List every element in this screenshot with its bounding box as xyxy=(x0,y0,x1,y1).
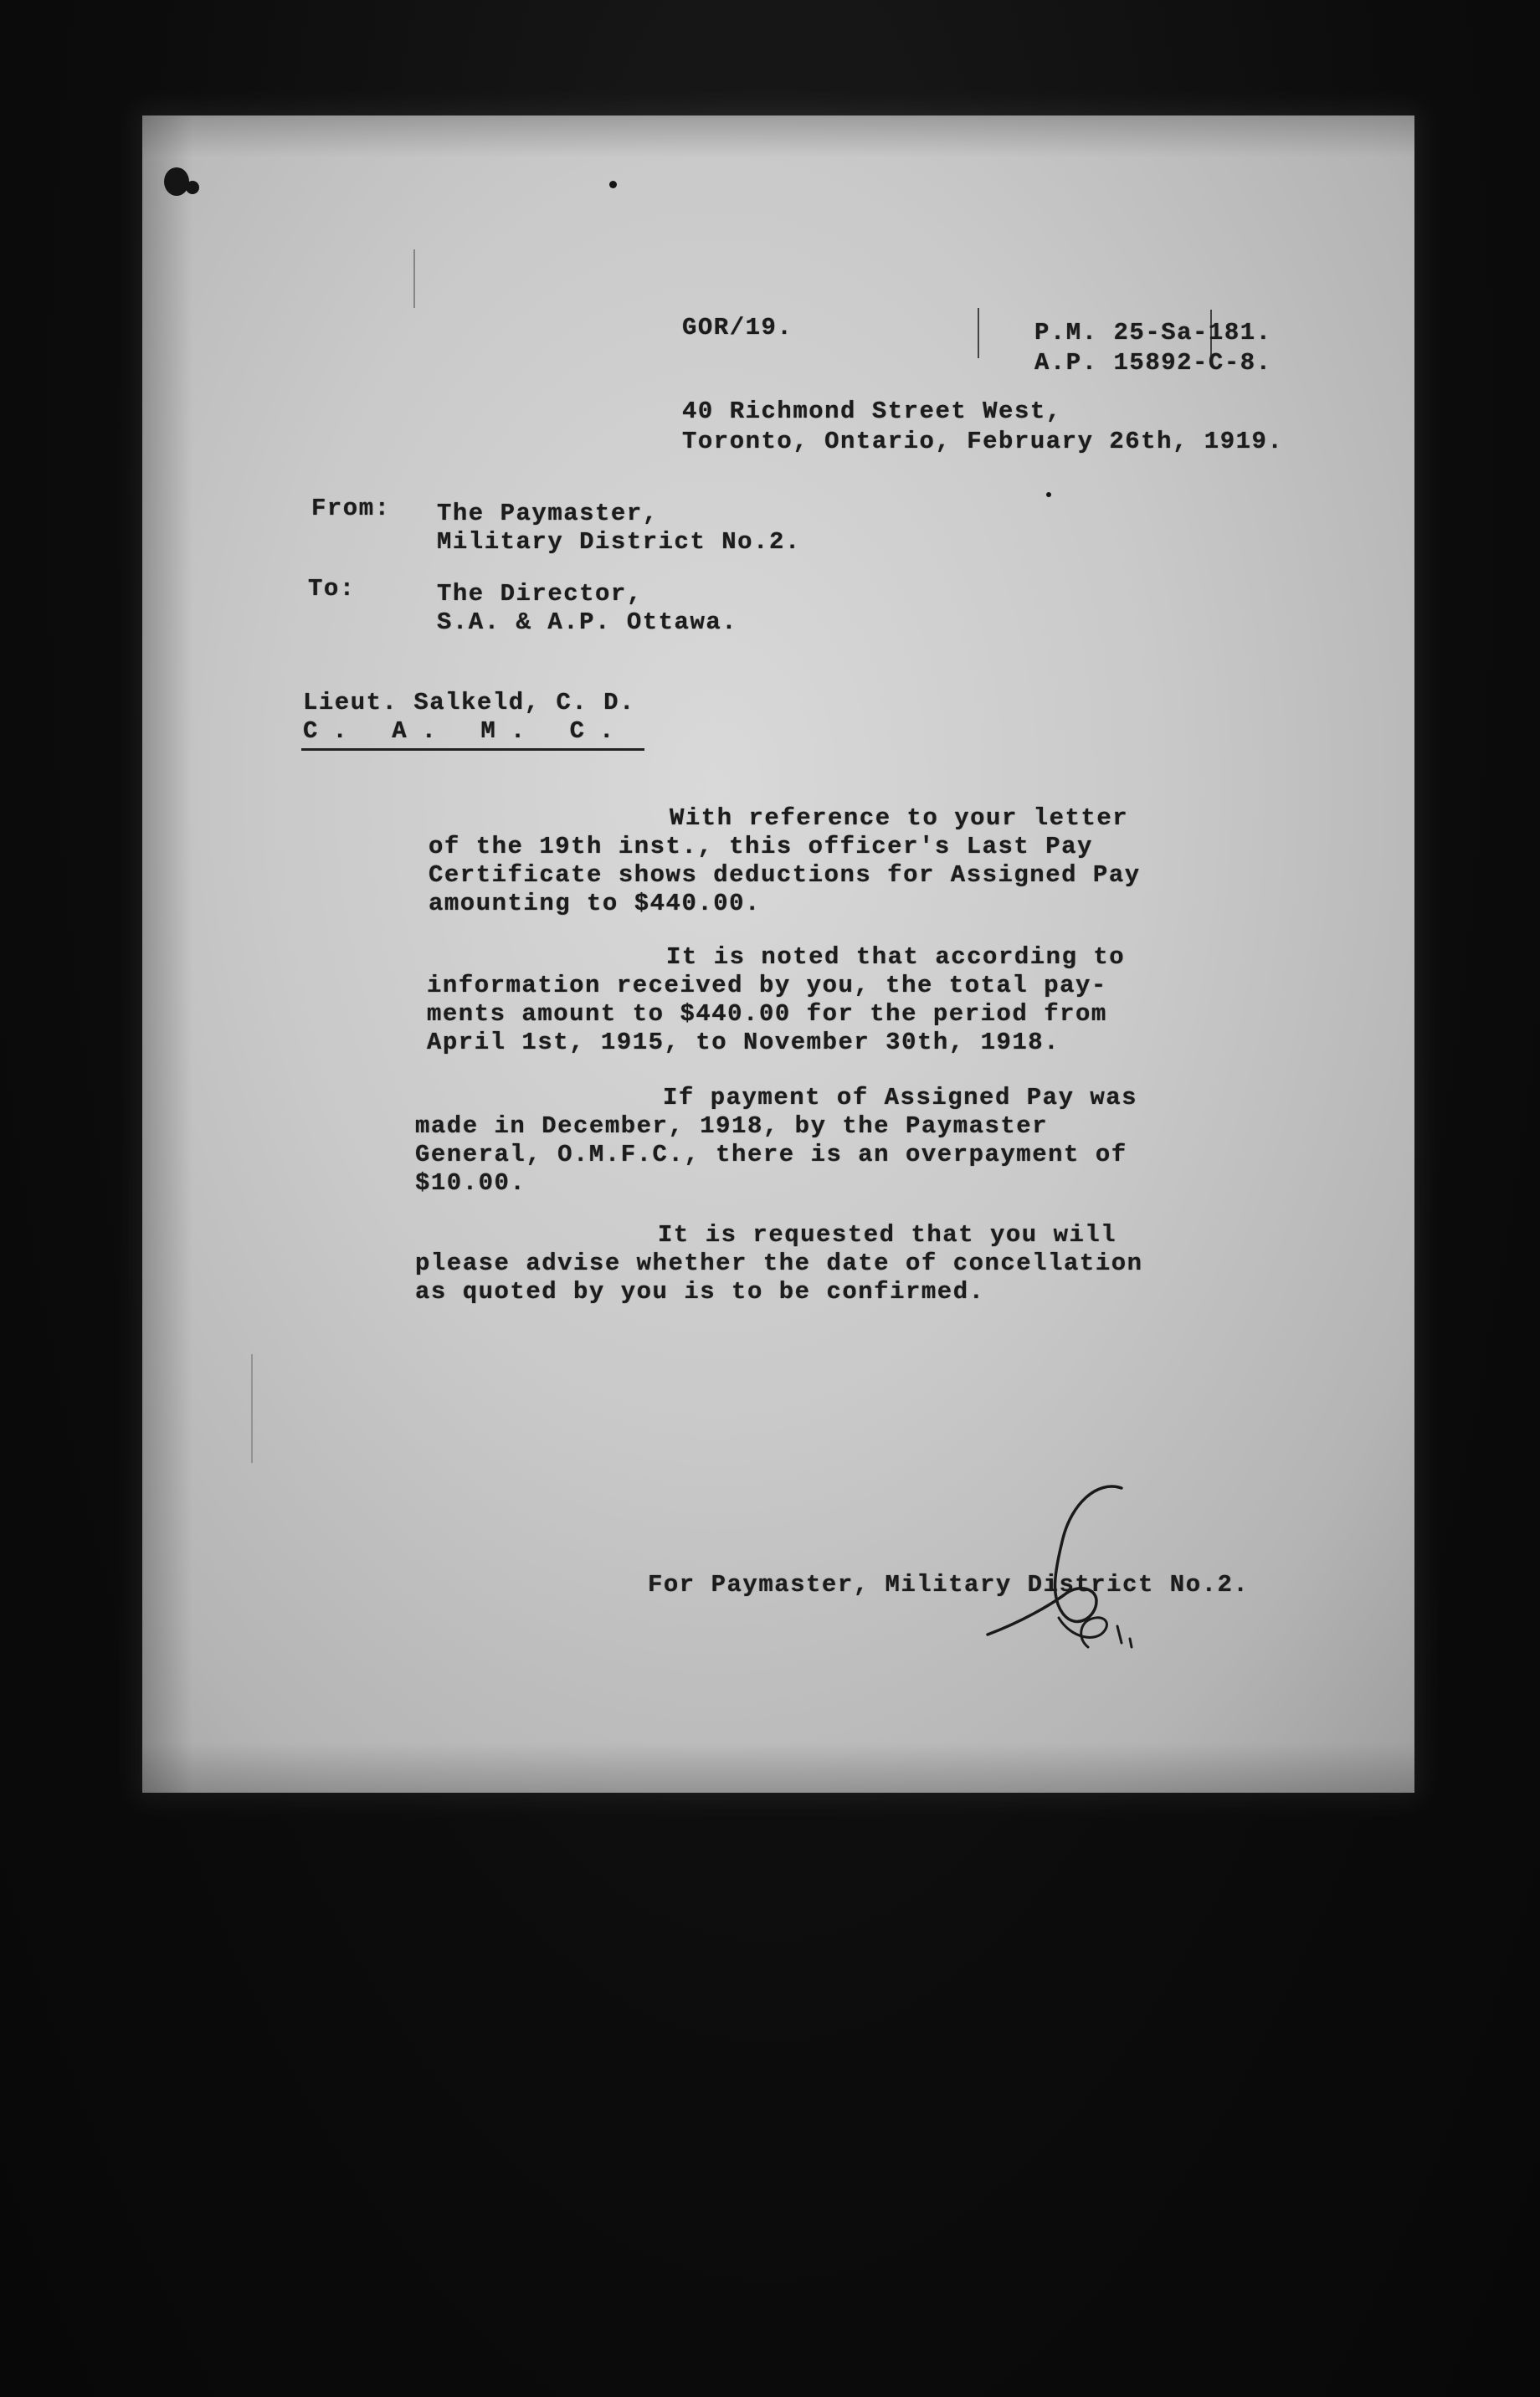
subject-unit: C. A. M. C. xyxy=(303,717,629,745)
paragraph-2-line-4: April 1st, 1915, to November 30th, 1918. xyxy=(427,1029,1060,1056)
address-line: 40 Richmond Street West, xyxy=(682,398,1062,425)
paragraph-1-line-4: amounting to $440.00. xyxy=(429,890,761,917)
paragraph-4-line-2: please advise whether the date of concellation xyxy=(415,1250,1143,1277)
paragraph-4-line-1: It is requested that you will xyxy=(658,1221,1117,1249)
from-label: From: xyxy=(311,495,391,522)
subject-underline xyxy=(301,748,644,751)
letter-page xyxy=(142,115,1414,1793)
paragraph-2-line-1: It is noted that according to xyxy=(666,943,1126,971)
paragraph-3-line-4: $10.00. xyxy=(415,1169,526,1197)
to-label: To: xyxy=(308,575,356,603)
paper-shadow-left xyxy=(142,115,192,1793)
ink-dot xyxy=(1046,492,1051,497)
ink-blot xyxy=(164,167,189,196)
paragraph-2-line-2: information received by you, the total pay- xyxy=(427,972,1107,999)
ap-reference: A.P. 15892-C-8. xyxy=(1034,349,1272,377)
paragraph-1-line-3: Certificate shows deductions for Assigned Pay xyxy=(429,861,1141,889)
ink-dot xyxy=(609,181,617,188)
paragraph-3-line-2: made in December, 1918, by the Paymaster xyxy=(415,1112,1049,1140)
subject-officer: Lieut. Salkeld, C. D. xyxy=(303,689,635,716)
from-name: The Paymaster, xyxy=(437,500,659,527)
fold-line xyxy=(978,308,979,358)
from-district: Military District No.2. xyxy=(437,528,801,556)
paragraph-3-line-3: General, O.M.F.C., there is an overpayment of xyxy=(415,1141,1127,1168)
to-name: The Director, xyxy=(437,580,643,608)
paragraph-2-line-3: ments amount to $440.00 for the period from xyxy=(427,1000,1107,1028)
signature-line: For Paymaster, Military District No.2. xyxy=(648,1571,1250,1599)
fold-line xyxy=(251,1354,253,1463)
paper-shadow-bottom xyxy=(142,1743,1414,1793)
paragraph-4-line-3: as quoted by you is to be confirmed. xyxy=(415,1278,985,1306)
paragraph-1-line-2: of the 19th inst., this officer's Last Pay xyxy=(429,833,1093,860)
paragraph-1-line-1: With reference to your letter xyxy=(670,804,1129,832)
file-reference: GOR/19. xyxy=(682,314,793,341)
paragraph-3-line-1: If payment of Assigned Pay was xyxy=(663,1084,1138,1111)
ink-blot-small xyxy=(186,181,199,194)
pm-reference: P.M. 25-Sa-181. xyxy=(1034,319,1272,346)
to-office: S.A. & A.P. Ottawa. xyxy=(437,608,738,636)
date-line: Toronto, Ontario, February 26th, 1919. xyxy=(682,428,1284,455)
paper-shadow-top xyxy=(142,115,1414,157)
fold-line xyxy=(413,249,415,308)
